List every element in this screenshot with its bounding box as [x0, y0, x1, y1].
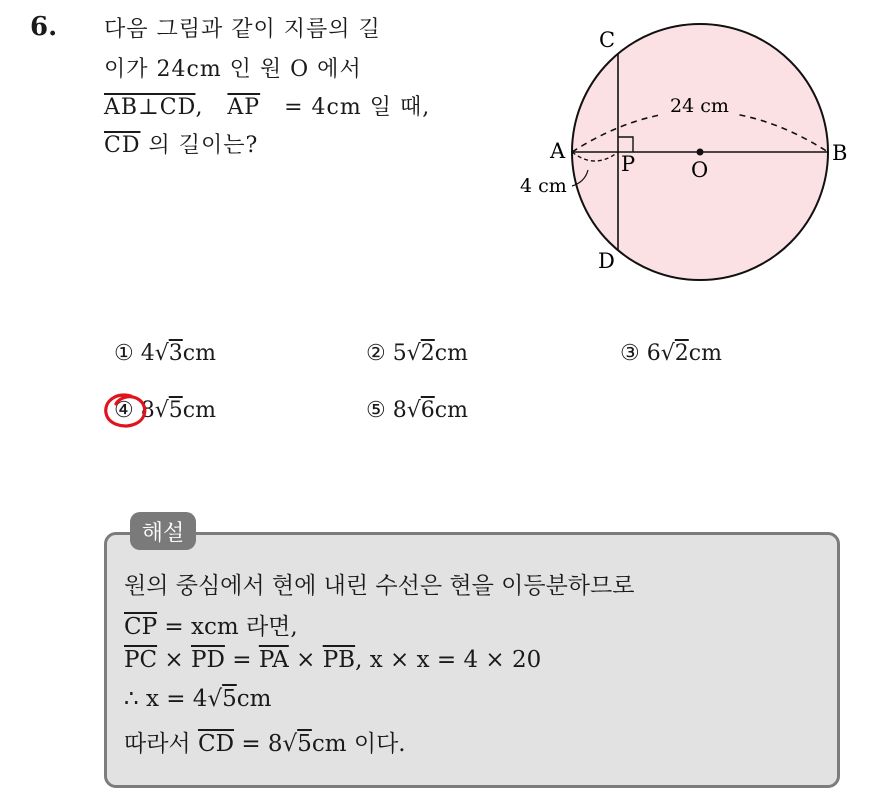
choice-2-number: ② [366, 341, 386, 366]
choice-1[interactable]: ① 4√3cm [114, 341, 216, 366]
solution-line-5-suffix: cm 이다. [311, 731, 406, 757]
label-p: P [621, 152, 636, 176]
solution-tag: 해설 [130, 512, 196, 550]
solution-segment-cp: $\overline{CP}$ [124, 614, 158, 640]
choice-2-root: 2 [420, 341, 435, 366]
question-line-2: 이가 24cm 인 원 O 에서 [104, 57, 362, 82]
choice-1-coef: 4 [140, 341, 155, 366]
label-d: D [598, 249, 615, 273]
choice-4[interactable]: ④ 8√5cm [114, 398, 216, 423]
solution-segment-pb: $\overline{PB}$ [322, 647, 356, 673]
solution-line-5-prefix: 따라서 [124, 731, 191, 757]
choice-2[interactable]: ② 5√2cm [366, 341, 468, 366]
solution-segment-cd: $\overline{CD}$ [197, 731, 235, 757]
choice-5-root: 6 [420, 398, 435, 423]
question-number: 6. [30, 12, 58, 42]
choice-3[interactable]: ③ 6√2cm [620, 341, 722, 366]
solution-line-4-text: ∴ x = 4 [124, 686, 208, 712]
center-point-o [697, 149, 704, 156]
choice-4-coef: 8 [140, 398, 155, 423]
choice-5-number: ⑤ [366, 398, 386, 423]
choice-4-root: 5 [168, 398, 183, 423]
choice-5-unit: cm [434, 398, 468, 423]
choice-1-number: ① [114, 341, 134, 366]
solution-segment-pa: $\overline{PA}$ [258, 647, 289, 673]
solution-line-3-rest: , x × x = 4 × 20 [355, 647, 542, 673]
solution-segment-pd: $\overline{PD}$ [190, 647, 225, 673]
question-line-4-rest: 의 길이는? [148, 133, 259, 158]
choice-5-coef: 8 [392, 398, 407, 423]
solution-line-5: 따라서 $\overline{CD} = 8√5cm$ 이다. [124, 731, 406, 757]
choice-2-coef: 5 [392, 341, 407, 366]
diameter-label: 24 cm [670, 95, 729, 117]
segment-ap: $\overline{AP}$ [227, 95, 261, 120]
circle-figure [500, 20, 870, 290]
solution-line-2-rest: = xcm 라면, [164, 614, 298, 640]
label-c: C [599, 28, 616, 52]
selected-answer-circle-mark [101, 390, 153, 432]
ap-label: 4 cm [520, 175, 567, 197]
label-a: A [550, 139, 566, 163]
choice-3-coef: 6 [646, 341, 661, 366]
question-line-4 [104, 128, 258, 159]
label-b: B [832, 141, 848, 165]
solution-line-5-root: 5 [297, 731, 312, 757]
solution-line-5-eq: = 8 [241, 731, 283, 757]
question-line-3-rest: = 4cm 일 때, [284, 95, 431, 120]
segment-ab-cd: AB⊥CD [104, 95, 196, 120]
choice-2-unit: cm [434, 341, 468, 366]
choice-4-number: ④ [114, 398, 134, 423]
question-line-3: AB⊥CD, $\overline{AP}$ = 4cm 일 때, [104, 95, 431, 120]
solution-line-4: ∴ x = 4√5cm [124, 686, 272, 712]
choice-3-unit: cm [688, 341, 722, 366]
solution-line-2 [124, 608, 298, 641]
choice-3-root: 2 [674, 341, 689, 366]
segment-cd: $\overline{CD}$ [104, 133, 141, 158]
choice-1-unit: cm [182, 341, 216, 366]
solution-line-1: 원의 중심에서 현에 내린 수선은 현을 이등분하므로 [124, 573, 635, 599]
choice-4-unit: cm [182, 398, 216, 423]
solution-line-4-root: 5 [222, 686, 237, 712]
solution-line-3: $\overline{PC} \times \overline{PD} = \overline{PA} \times \overline{PB}$, x × x = 4 × 20 [124, 647, 542, 673]
label-o: O [691, 158, 709, 182]
question-line-1: 다음 그림과 같이 지름의 길 [104, 17, 381, 42]
choice-5[interactable]: ⑤ 8√6cm [366, 398, 468, 423]
solution-line-4-unit: cm [236, 686, 272, 712]
solution-segment-pc: $\overline{PC}$ [124, 647, 158, 673]
choice-1-root: 3 [168, 341, 183, 366]
choice-3-number: ③ [620, 341, 640, 366]
